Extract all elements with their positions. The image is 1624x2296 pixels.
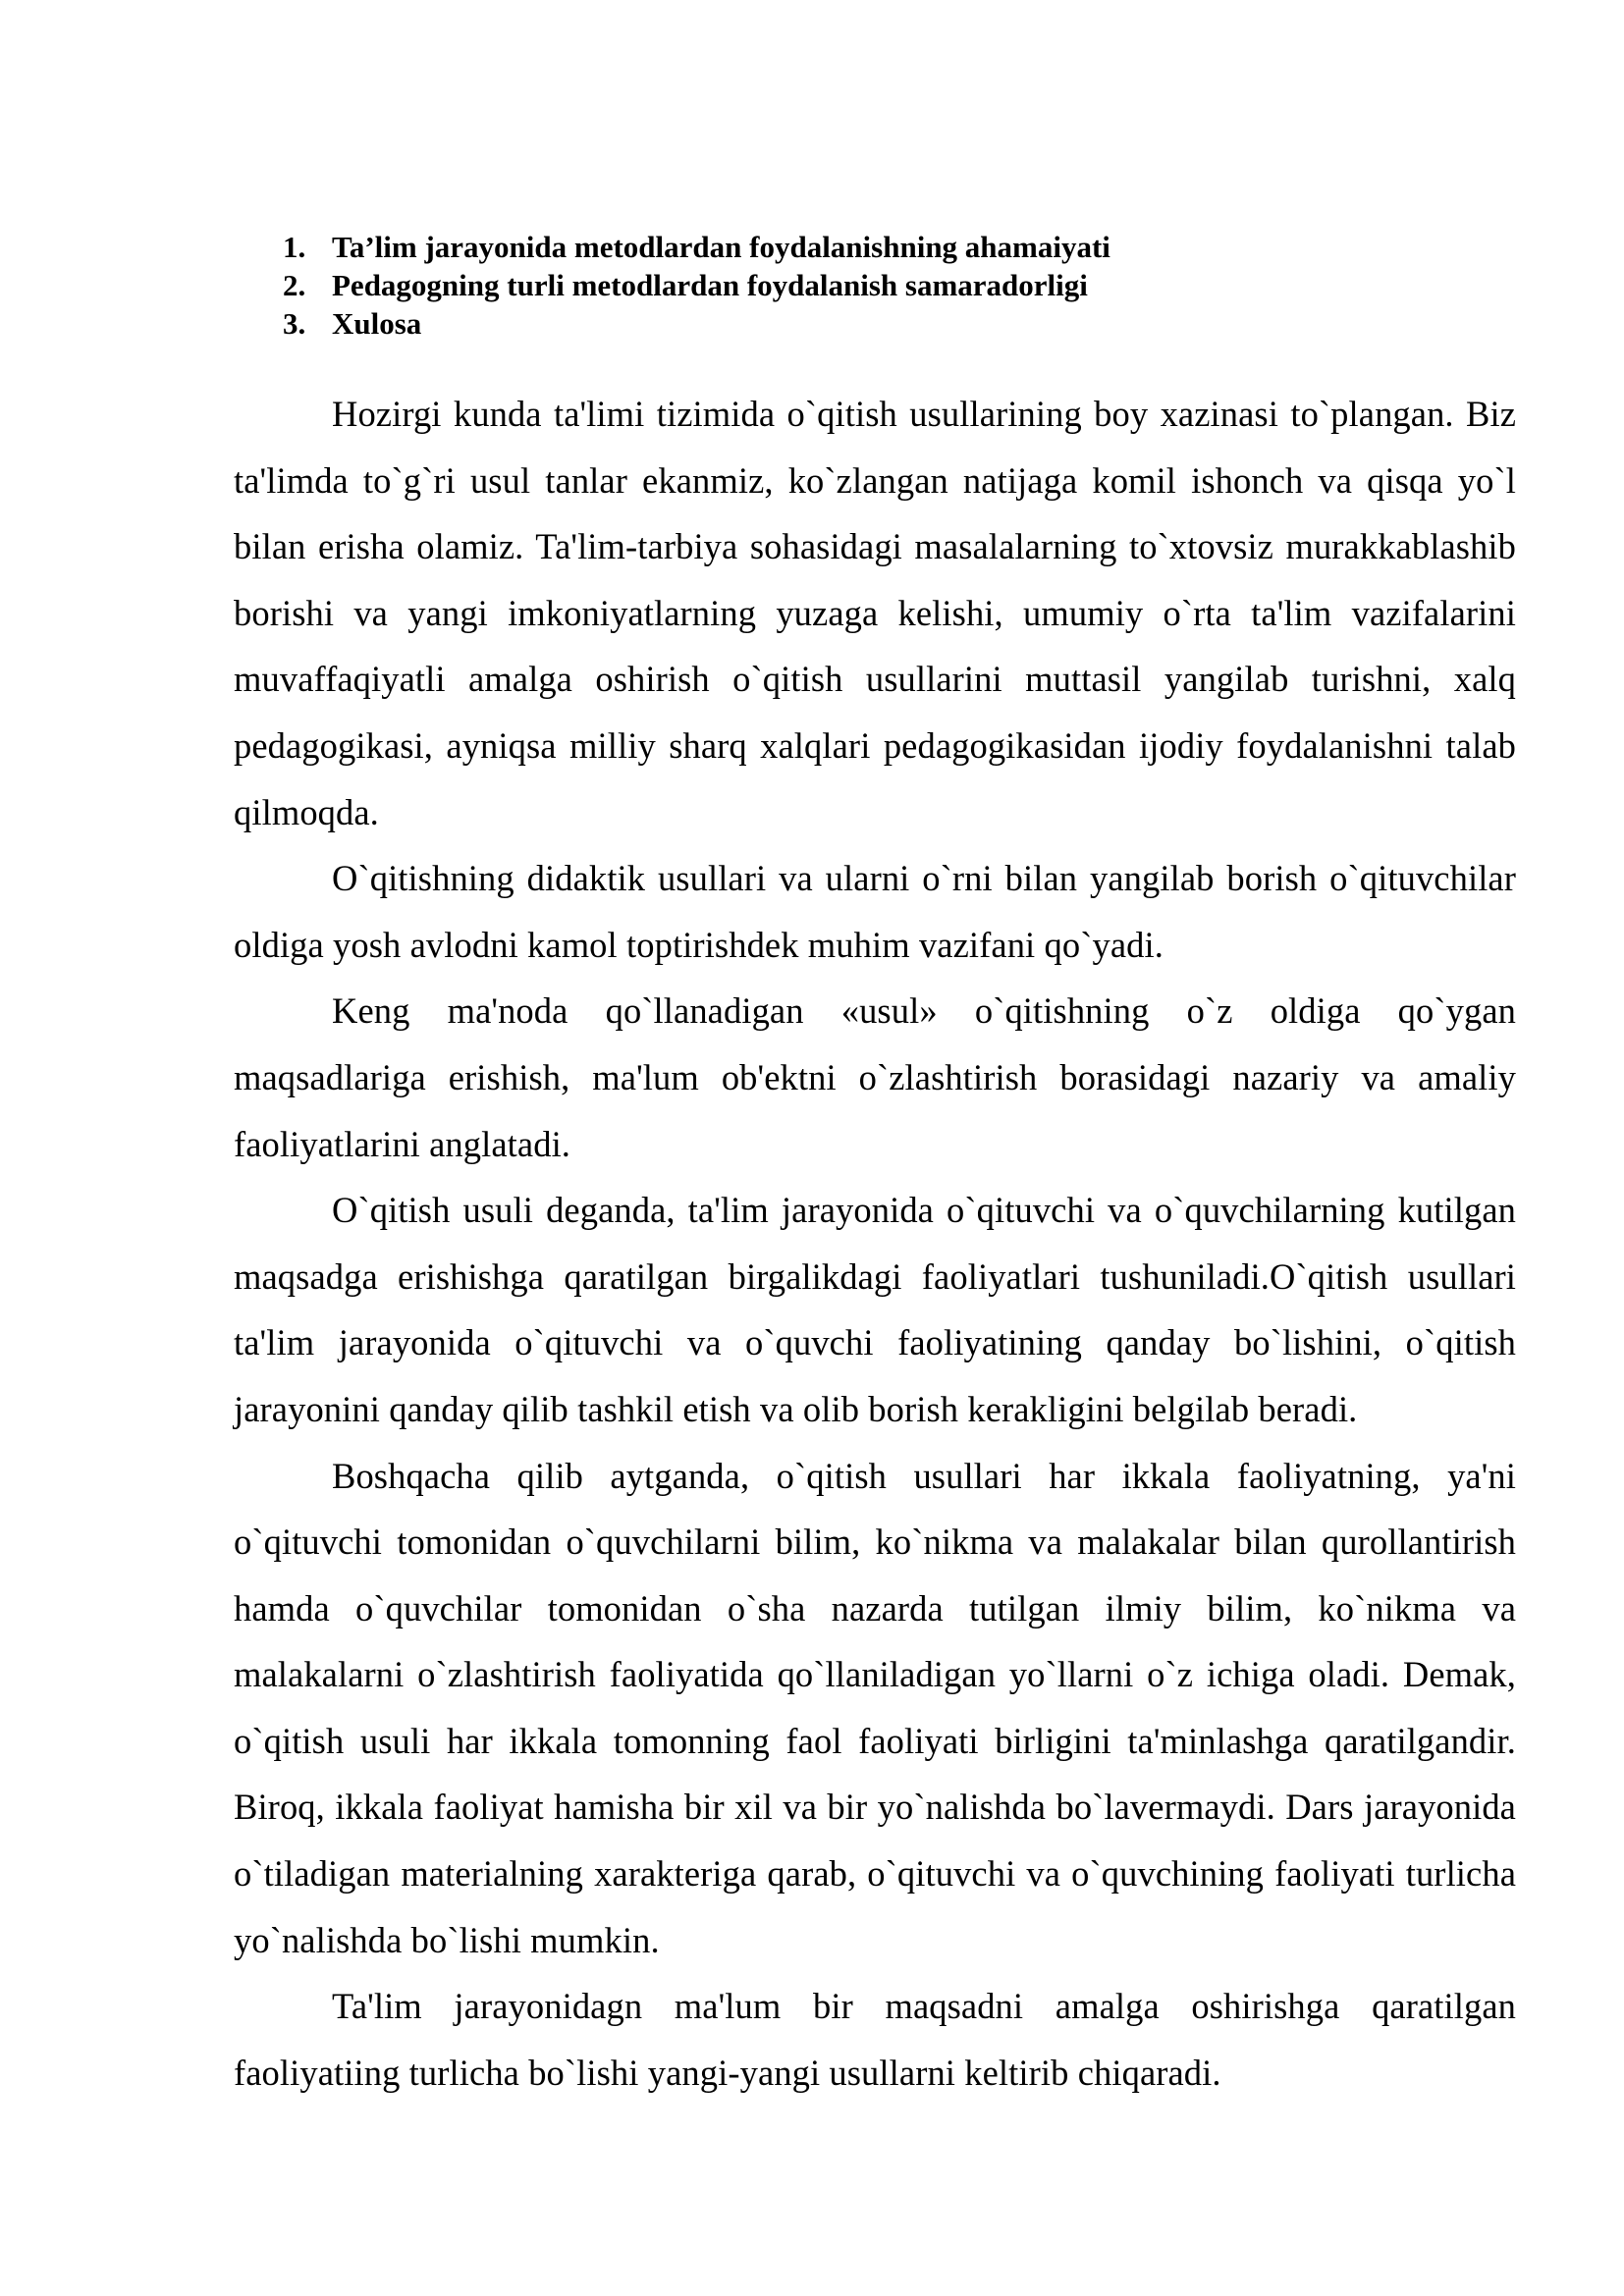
outline-item: [234, 228, 1510, 266]
outline-item: [234, 266, 1510, 304]
paragraph: Boshqacha qilib aytganda, o`qitish usullari har ikkala faoliyatning, ya'ni o`qituvchi tomonidan o`quvchilarni bilim, ko`nikma va malakalar bilan qurollantirish hamda o`quvchilar tomonidan o`sha nazarda tutilgan ilmiy bilim, ko`nikma va malakalarni o`zlashtirish faoliyatida qo`llaniladigan yo`llarni o`z ichiga oladi. Demak, o`qitish usuli har ikkala tomonning faol faoliyati birligini ta'minlashga qaratilgandir. Biroq, ikkala faoliyat hamisha bir xil va bir yo`nalishda bo`lavermaydi. Dars jarayonida o`tiladigan materialning xarakteriga qarab, o`qituvchi va o`quvchining faoliyati turlicha yo`nalishda bo`lishi mumkin.: [234, 1455, 1516, 1960]
topic-outline: [234, 228, 1510, 343]
outline-item-text: Xulosa: [332, 306, 422, 341]
outline-item-number: 2.: [283, 268, 306, 302]
paragraph: Hozirgi kunda ta'limi tizimida o`qitish usullarining boy xazinasi to`plangan. Biz ta'limda to`g`ri usul tanlar ekanmiz, ko`zlangan natijaga komil ishonch va qisqa yo`l bilan erisha olamiz. Ta'lim-tarbiya sohasidagi masalalarning to`xtovsiz murakkablashib borishi va yangi imkoniyatlarning yuzaga kelishi, umumiy o`rta ta'lim vazifalarini muvaffaqiyatli amalga oshirish o`qitish usullarini muttasil yangilab turishni, xalq pedagogikasi, ayniqsa milliy sharq xalqlari pedagogikasidan ijodiy foydalanishni talab qilmoqda.: [234, 394, 1516, 832]
outline-item-text: Pedagogning turli metodlardan foydalanish samaradorligi: [332, 268, 1088, 302]
outline-item: [234, 304, 1510, 343]
paragraph: O`qitishning didaktik usullari va ularni o`rni bilan yangilab borish o`qituvchilar oldiga yosh avlodni kamol toptirishdek muhim vazifani qo`yadi.: [234, 858, 1516, 965]
paragraph: O`qitish usuli deganda, ta'lim jarayonida o`qituvchi va o`quvchilarning kutilgan maqsadga erishishga qaratilgan birgalikdagi faoliyatlari tushuniladi.O`qitish usullari ta'lim jarayonida o`qituvchi va o`quvchi faoliyatining qanday bo`lishini, o`qitish jarayonini qanday qilib tashkil etish va olib borish kerakligini belgilab beradi.: [234, 1190, 1516, 1429]
outline-item-number: 1.: [283, 230, 306, 264]
outline-item-text: Ta’lim jarayonida metodlardan foydalanishning ahamaiyati: [332, 230, 1110, 264]
paragraph: Ta'lim jarayonidagn ma'lum bir maqsadni amalga oshirishga qaratilgan faoliyatiing turlicha bo`lishi yangi-yangi usullarni keltirib chiqaradi.: [234, 1986, 1516, 2093]
body-text: [234, 381, 1516, 2106]
outline-item-number: 3.: [283, 306, 306, 341]
paragraph: Keng ma'noda qo`llanadigan «usul» o`qitishning o`z oldiga qo`ygan maqsadlariga erishish, ma'lum ob'ektni o`zlashtirish borasidagi nazariy va amaliy faoliyatlarini anglatadi.: [234, 990, 1516, 1164]
